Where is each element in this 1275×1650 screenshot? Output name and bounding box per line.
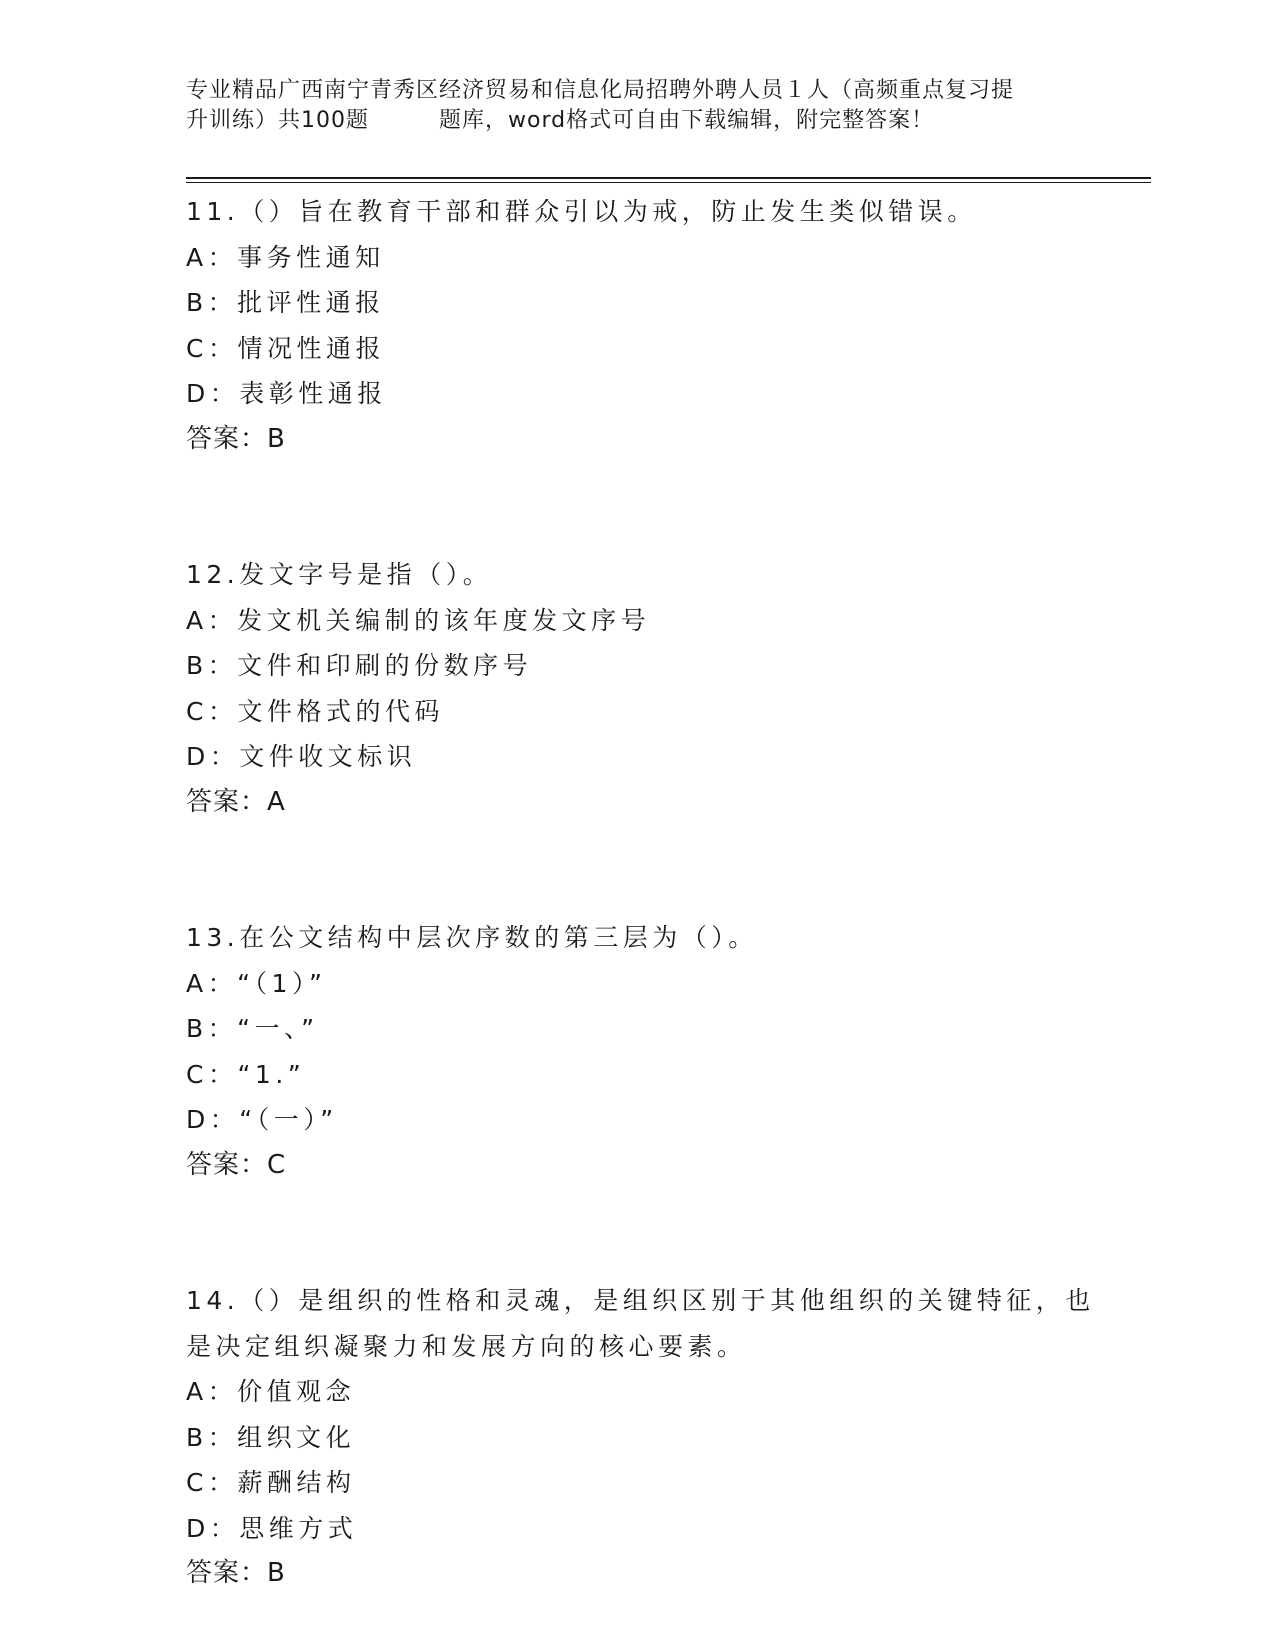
answer: 答案：C bbox=[186, 1149, 287, 1180]
option-d: D：文件收文标识 bbox=[186, 742, 417, 771]
document-header bbox=[186, 76, 1086, 136]
option-a: A：价值观念 bbox=[186, 1377, 356, 1406]
option-b: B：文件和印刷的份数序号 bbox=[186, 651, 533, 680]
question-text-line-2: 是决定组织凝聚力和发展方向的核心要素。 bbox=[186, 1331, 747, 1361]
option-a: A：发文机关编制的该年度发文序号 bbox=[186, 605, 651, 635]
option-b: B：“一、” bbox=[186, 1014, 319, 1043]
answer: 答案：B bbox=[186, 1558, 286, 1588]
question-14 bbox=[186, 1278, 1106, 1597]
question-text: 11.（）旨在教育干部和群众引以为戒，防止发生类似错误。 bbox=[186, 197, 977, 226]
option-a: A：“（1）” bbox=[186, 968, 327, 998]
answer: 答案：A bbox=[186, 786, 286, 817]
option-a: A：事务性通知 bbox=[186, 242, 385, 272]
question-11 bbox=[186, 189, 1106, 462]
question-list bbox=[186, 189, 1106, 1597]
answer: 答案：B bbox=[186, 423, 286, 454]
question-text: 13.在公文结构中层次序数的第三层为（）。 bbox=[186, 923, 758, 952]
header-line-2-part-a: 升训练）共100题 bbox=[186, 108, 369, 133]
option-d: D：“（一）” bbox=[186, 1105, 338, 1134]
option-c: C：薪酬结构 bbox=[186, 1468, 356, 1497]
question-12 bbox=[186, 552, 1106, 825]
option-d: D：思维方式 bbox=[186, 1513, 358, 1543]
option-c: C：情况性通报 bbox=[186, 333, 385, 363]
question-13 bbox=[186, 915, 1106, 1188]
header-divider-thin bbox=[186, 182, 1151, 183]
option-b: B：组织文化 bbox=[186, 1422, 356, 1452]
header-line-2 bbox=[186, 106, 1086, 136]
header-line-2-part-b: 题库，word格式可自由下载编辑，附完整答案！ bbox=[439, 108, 935, 133]
option-c: C：文件格式的代码 bbox=[186, 696, 444, 726]
question-text-line-1: 14.（）是组织的性格和灵魂，是组织区别于其他组织的关键特征，也 bbox=[186, 1286, 1095, 1315]
option-b: B：批评性通报 bbox=[186, 288, 385, 317]
header-divider-thick bbox=[186, 177, 1151, 179]
option-c: C：“1.” bbox=[186, 1059, 306, 1089]
question-text: 12.发文字号是指（）。 bbox=[186, 560, 493, 589]
header-line-1: 专业精品广西南宁青秀区经济贸易和信息化局招聘外聘人员１人（高频重点复习提 bbox=[186, 78, 1015, 103]
option-d: D：表彰性通报 bbox=[186, 379, 387, 408]
